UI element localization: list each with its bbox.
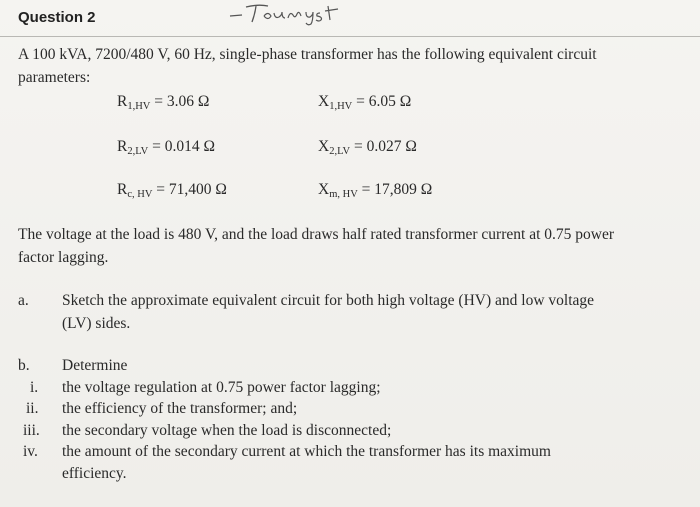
part-b-item-text-continued: efficiency. [62,465,127,482]
param-xm-hv: $X_{m, HV} = 17,809$ Ω [318,181,433,200]
part-a-line-2: (LV) sides. [62,315,131,332]
part-b-item-marker: iii. [23,422,40,439]
part-b-item-marker: i. [30,379,39,396]
part-b-marker: b. [18,357,30,374]
question-title: Question 2 [18,9,96,26]
param-r2-lv: $R_{2,LV} = 0.014$ Ω [117,138,216,157]
part-b-item-text: the efficiency of the transformer; and; [62,400,298,417]
part-b-item-text: the secondary voltage when the load is disconnected; [62,422,392,439]
param-r1-hv: $R_{1,HV} = 3.06$ Ω [117,93,210,112]
question-header [0,0,700,37]
part-b-item-text: the amount of the secondary current at which the transformer has its maximum [62,443,551,460]
load-line-2: factor lagging. [18,249,109,266]
part-b-heading: Determine [62,357,128,374]
part-b-item-marker: iv. [23,443,38,460]
param-x1-hv: $X_{1,HV} = 6.05$ Ω [318,93,412,112]
param-rc-hv: $R_{c, HV} = 71,400$ Ω [117,181,227,200]
part-a-marker: a. [18,292,29,309]
load-line-1: The voltage at the load is 480 V, and the load draws half rated transformer current at 0.75 power [18,226,614,243]
handwritten-annotation [228,0,348,26]
param-x2-lv: $X_{2,LV} = 0.027$ Ω [318,138,417,157]
part-b-item-text: the voltage regulation at 0.75 power factor lagging; [62,379,381,396]
intro-line-1: A 100 kVA, 7200/480 V, 60 Hz, single-phase transformer has the following equivalent circuit [18,46,597,63]
intro-line-2: parameters: [18,69,91,86]
part-a-line-1: Sketch the approximate equivalent circuit for both high voltage (HV) and low voltage [62,292,595,309]
part-b-item-marker: ii. [26,400,39,417]
